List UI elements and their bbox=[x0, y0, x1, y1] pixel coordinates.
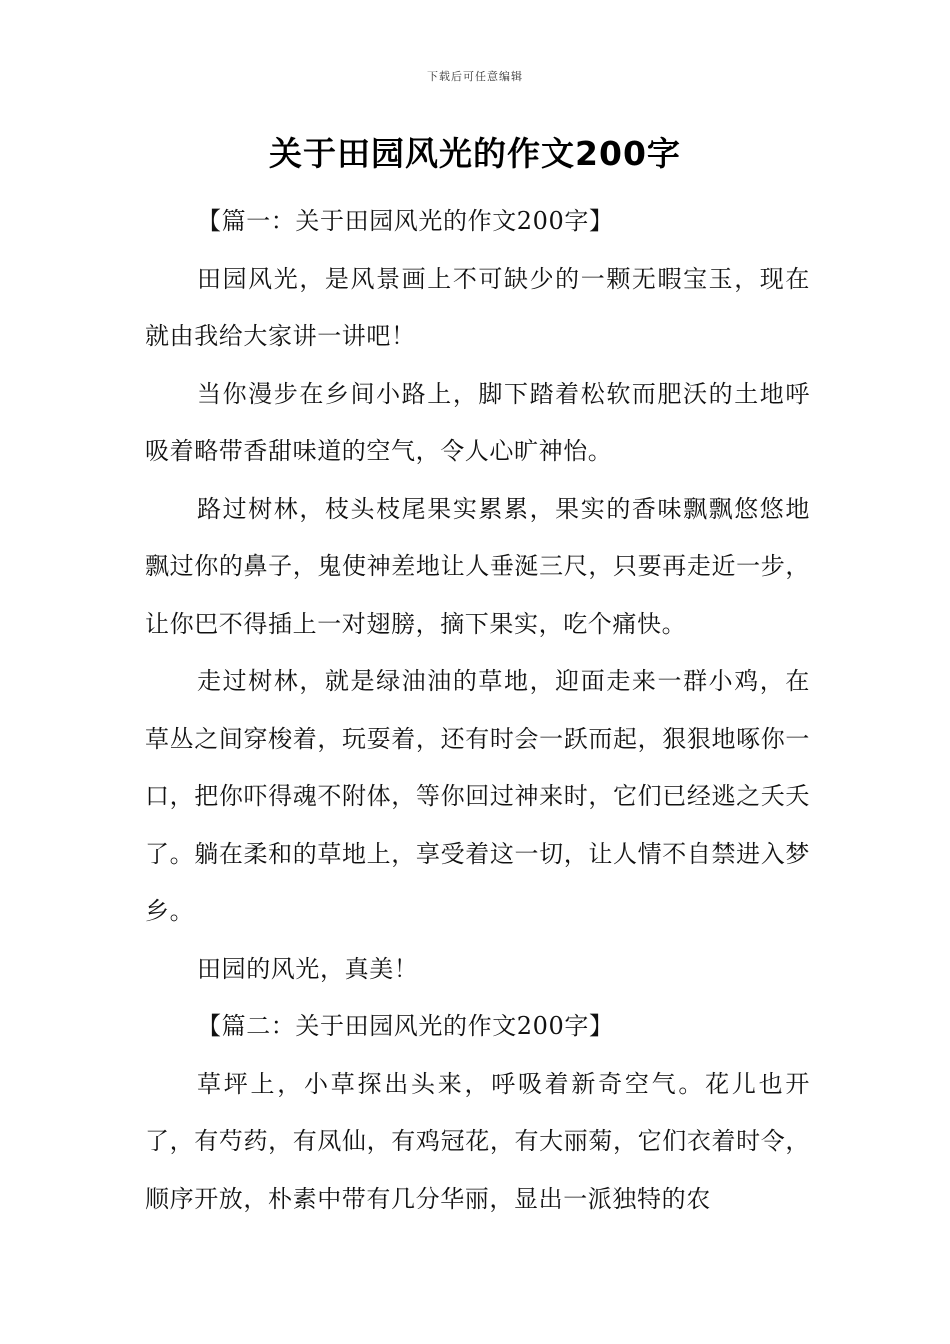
section-heading-2: 【篇二：关于田园风光的作文200字】 bbox=[197, 1012, 614, 1040]
paragraph: 草坪上，小草探出头来，呼吸着新奇空气。花儿也开了，有芍药，有凤仙，有鸡冠花，有大丽菊，它们衣着时令，顺序开放，朴素中带有几分华丽，显出一派独特的农 bbox=[145, 1069, 810, 1213]
document-title: 关于田园风光的作文200字 bbox=[269, 134, 681, 173]
header-note: 下载后可任意编辑 bbox=[427, 70, 523, 83]
document-body bbox=[145, 193, 810, 1228]
section-heading-1: 【篇一：关于田园风光的作文200字】 bbox=[197, 207, 614, 235]
paragraph: 当你漫步在乡间小路上，脚下踏着松软而肥沃的土地呼吸着略带香甜味道的空气，令人心旷神怡。 bbox=[145, 379, 810, 465]
paragraph: 田园的风光，真美！ bbox=[197, 954, 419, 983]
paragraph: 走过树林，就是绿油油的草地，迎面走来一群小鸡，在草丛之间穿梭着，玩耍着，还有时会一跃而起，狠狠地啄你一口，把你吓得魂不附体，等你回过神来时，它们已经逃之夭夭了。躺在柔和的草地上，享受着这一切，让人情不自禁进入梦乡。 bbox=[145, 667, 810, 925]
paragraph: 田园风光，是风景画上不可缺少的一颗无暇宝玉，现在就由我给大家讲一讲吧！ bbox=[145, 264, 810, 350]
paragraph: 路过树林，枝头枝尾果实累累，果实的香味飘飘悠悠地飘过你的鼻子，鬼使神差地让人垂涎三尺，只要再走近一步，让你巴不得插上一对翅膀，摘下果实，吃个痛快。 bbox=[145, 494, 810, 638]
